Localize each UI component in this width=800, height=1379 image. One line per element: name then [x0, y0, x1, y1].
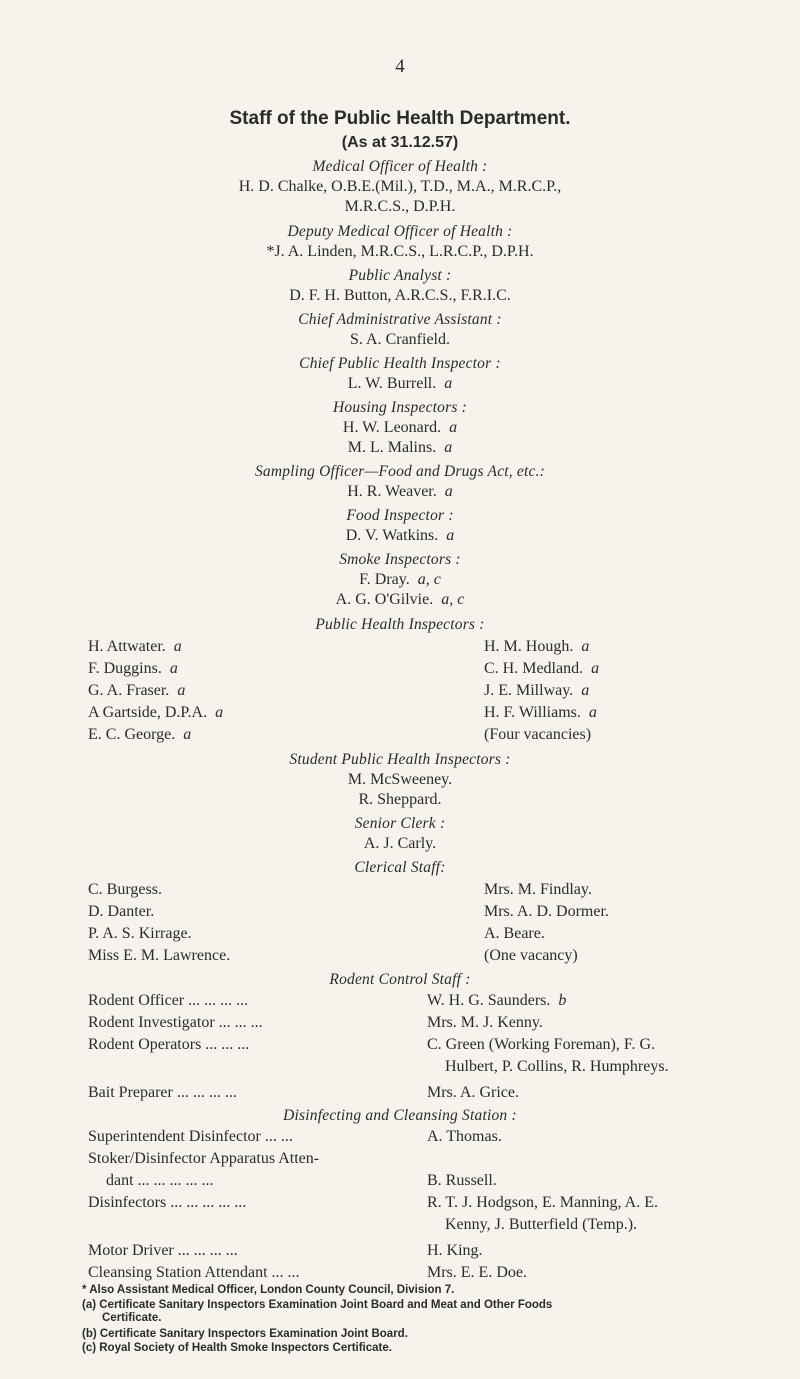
- analyst-heading: Public Analyst :: [348, 267, 452, 284]
- phi-name: G. A. Fraser.: [88, 682, 170, 699]
- clerical-heading: Clerical Staff:: [354, 859, 446, 876]
- rodent-value-4: Hulbert, P. Collins, R. Humphreys.: [445, 1058, 669, 1075]
- rodent-role-2: Rodent Investigator ... ... ...: [88, 1014, 263, 1031]
- phi-name: C. H. Medland.: [484, 660, 584, 677]
- rodent-value-1: [427, 990, 566, 1012]
- disinfect-role-1: Superintendent Disinfector ... ...: [88, 1128, 293, 1145]
- page-subtitle: (As at 31.12.57): [341, 134, 459, 151]
- disinfect-heading: Disinfecting and Cleansing Station :: [283, 1107, 517, 1124]
- disinfect-role-7: Cleansing Station Attendant ... ...: [88, 1264, 300, 1281]
- phi-left-1: [88, 637, 182, 657]
- food-heading: Food Inspector :: [346, 507, 454, 524]
- qualification-mark: a, c: [417, 571, 441, 588]
- phi-heading: Public Health Inspectors :: [315, 616, 485, 633]
- senior-clerk-name: A. J. Carly.: [363, 835, 437, 852]
- student-heading: Student Public Health Inspectors :: [289, 751, 511, 768]
- rodent-value-text: W. H. G. Saunders.: [427, 992, 551, 1009]
- footnote-asterisk: * Also Assistant Medical Officer, London County Council, Division 7.: [82, 1284, 455, 1296]
- phi-name: F. Duggins.: [88, 660, 162, 677]
- housing-inspector-1-name: H. W. Leonard.: [342, 419, 442, 436]
- page-number: 4: [395, 56, 405, 77]
- disinfect-value-1: A. Thomas.: [427, 1128, 502, 1145]
- footnote-a: (a) Certificate Sanitary Inspectors Examination Joint Board and Meat and Other Foods: [82, 1299, 553, 1311]
- qualification-mark: a: [444, 439, 453, 456]
- rodent-role-1: Rodent Officer ... ... ... ...: [88, 992, 249, 1009]
- qualification-mark: a: [444, 375, 453, 392]
- rodent-role-5: Bait Preparer ... ... ... ...: [88, 1084, 237, 1101]
- smoke-inspector-1-name: F. Dray.: [359, 571, 410, 588]
- phi-name: (Four vacancies): [484, 726, 592, 743]
- footnote-b: (b) Certificate Sanitary Inspectors Examination Joint Board.: [82, 1328, 408, 1340]
- sampling-officer: [0, 482, 800, 502]
- phi-name: H. M. Hough.: [484, 638, 574, 655]
- smoke-inspector-2-name: A. G. O'Gilvie.: [335, 591, 434, 608]
- phi-right-5: [484, 725, 591, 745]
- clerical-right-4: (One vacancy): [484, 947, 578, 964]
- moh-name-line1: H. D. Chalke, O.B.E.(Mil.), T.D., M.A., M.R.C.P.,: [238, 178, 562, 195]
- analyst-name: D. F. H. Button, A.R.C.S., F.R.I.C.: [289, 287, 511, 304]
- clerical-left-3: P. A. S. Kirrage.: [88, 925, 192, 942]
- housing-inspector-2: [0, 438, 800, 458]
- phi-left-5: [88, 725, 191, 745]
- disinfect-role-6: Motor Driver ... ... ... ...: [88, 1242, 238, 1259]
- disinfect-role-2: Stoker/Disinfector Apparatus Atten-: [88, 1150, 320, 1167]
- rodent-value-2: Mrs. M. J. Kenny.: [427, 1014, 543, 1031]
- disinfect-value-3: B. Russell.: [427, 1172, 497, 1189]
- smoke-inspector-2: [0, 590, 800, 610]
- student-2: R. Sheppard.: [358, 791, 442, 808]
- phi-right-4: [484, 703, 597, 723]
- phi-name: A Gartside, D.P.A.: [88, 704, 208, 721]
- student-1: M. McSweeney.: [347, 771, 453, 788]
- moh-heading: Medical Officer of Health :: [312, 158, 488, 175]
- phi-name: H. Attwater.: [88, 638, 166, 655]
- housing-heading: Housing Inspectors :: [332, 399, 468, 416]
- phi-name: E. C. George.: [88, 726, 176, 743]
- food-inspector: [0, 526, 800, 546]
- footnote-c: (c) Royal Society of Health Smoke Inspectors Certificate.: [82, 1342, 392, 1354]
- qualification-mark: a, c: [441, 591, 465, 608]
- page-title: Staff of the Public Health Department.: [229, 108, 571, 129]
- qualification-mark: a: [183, 726, 192, 743]
- phi-name: J. E. Millway.: [484, 682, 574, 699]
- phi-right-2: [484, 659, 599, 679]
- qualification-mark: a: [215, 704, 224, 721]
- qualification-mark: a: [444, 483, 453, 500]
- rodent-value-5: Mrs. A. Grice.: [427, 1084, 519, 1101]
- phi-name: H. F. Williams.: [484, 704, 581, 721]
- qualification-mark: a: [177, 682, 186, 699]
- admin-heading: Chief Administrative Assistant :: [298, 311, 502, 328]
- qualification-mark: a: [169, 660, 178, 677]
- dmoh-heading: Deputy Medical Officer of Health :: [287, 223, 513, 240]
- qualification-mark: a: [591, 660, 600, 677]
- qualification-mark: a: [173, 638, 182, 655]
- qualification-mark: a: [581, 682, 590, 699]
- rodent-heading: Rodent Control Staff :: [329, 971, 471, 988]
- disinfect-value-6: H. King.: [427, 1242, 483, 1259]
- housing-inspector-1: [0, 418, 800, 438]
- moh-name-line2: M.R.C.S., D.P.H.: [344, 198, 456, 215]
- qualification-mark: a: [446, 527, 455, 544]
- clerical-right-3: A. Beare.: [484, 925, 545, 942]
- footnote-a-cont: Certificate.: [102, 1312, 162, 1324]
- phi-left-3: [88, 681, 185, 701]
- disinfect-role-3: dant ... ... ... ... ...: [106, 1172, 214, 1189]
- chief-phi-name: [0, 374, 800, 394]
- qualification-mark: b: [558, 992, 567, 1009]
- chief-phi-heading: Chief Public Health Inspector :: [299, 355, 501, 372]
- rodent-role-3: Rodent Operators ... ... ...: [88, 1036, 250, 1053]
- disinfect-value-4: R. T. J. Hodgson, E. Manning, A. E.: [427, 1194, 658, 1211]
- food-inspector-name: D. V. Watkins.: [345, 527, 439, 544]
- phi-left-2: [88, 659, 178, 679]
- phi-left-4: [88, 703, 223, 723]
- disinfect-value-5: Kenny, J. Butterfield (Temp.).: [445, 1216, 638, 1233]
- chief-phi-name-text: L. W. Burrell.: [347, 375, 437, 392]
- disinfect-role-4: Disinfectors ... ... ... ... ...: [88, 1194, 247, 1211]
- smoke-inspector-1: [0, 570, 800, 590]
- qualification-mark: a: [581, 638, 590, 655]
- clerical-left-4: Miss E. M. Lawrence.: [88, 947, 231, 964]
- clerical-right-1: Mrs. M. Findlay.: [484, 881, 592, 898]
- dmoh-name: *J. A. Linden, M.R.C.S., L.R.C.P., D.P.H.: [266, 243, 534, 260]
- clerical-right-2: Mrs. A. D. Dormer.: [484, 903, 609, 920]
- smoke-heading: Smoke Inspectors :: [339, 551, 461, 568]
- phi-right-1: [484, 637, 589, 657]
- admin-name: S. A. Cranfield.: [350, 331, 450, 348]
- sampling-heading: Sampling Officer—Food and Drugs Act, etc.:: [254, 463, 546, 480]
- disinfect-value-7: Mrs. E. E. Doe.: [427, 1264, 527, 1281]
- rodent-value-3: C. Green (Working Foreman), F. G.: [427, 1036, 656, 1053]
- phi-right-3: [484, 681, 589, 701]
- clerical-left-2: D. Danter.: [88, 903, 155, 920]
- footnotes: [82, 1284, 772, 1374]
- housing-inspector-2-name: M. L. Malins.: [347, 439, 437, 456]
- clerical-left-1: C. Burgess.: [88, 881, 162, 898]
- senior-clerk-heading: Senior Clerk :: [354, 815, 446, 832]
- qualification-mark: a: [588, 704, 597, 721]
- sampling-officer-name: H. R. Weaver.: [347, 483, 437, 500]
- qualification-mark: a: [449, 419, 458, 436]
